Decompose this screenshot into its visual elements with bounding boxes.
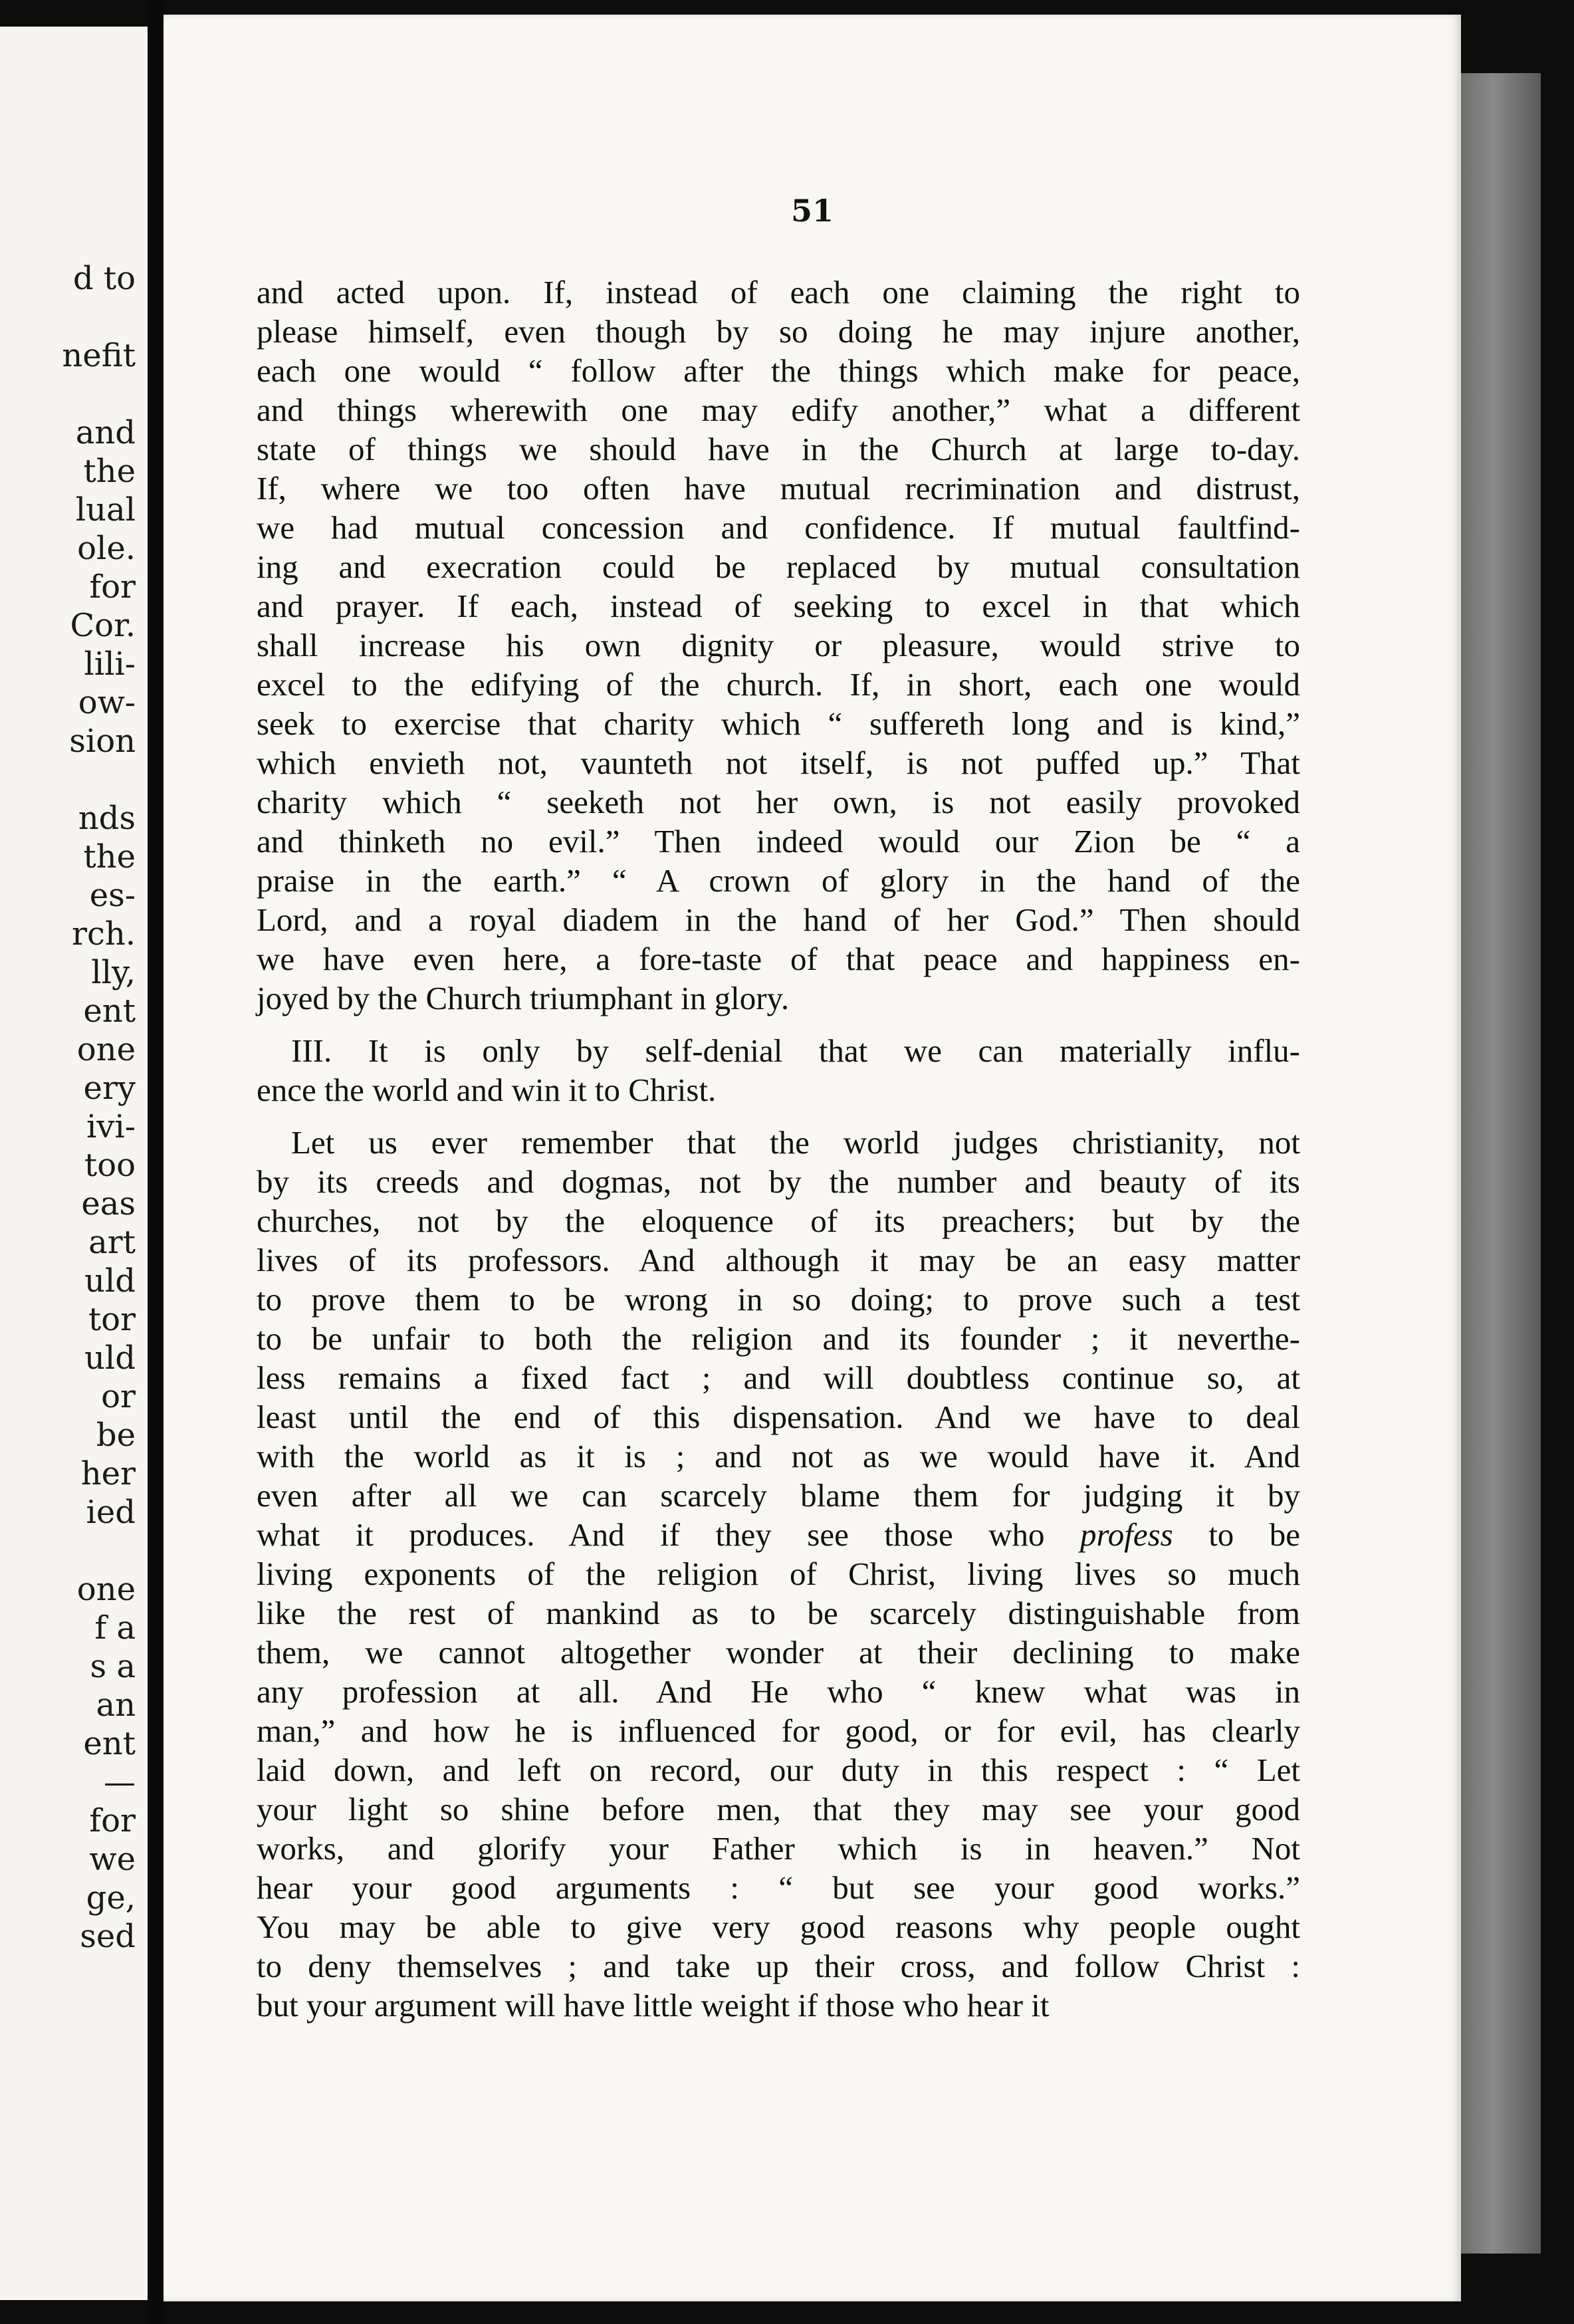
book-page [164,15,1461,2301]
text-line: to be unfair to both the religion and its founder ; it neverthe- [257,1320,1300,1357]
fragment-line: ent [83,1725,136,1762]
previous-page-text-edge [62,259,136,1956]
text-line: laid down, and left on record, our duty in this respect : “ Let [257,1752,1300,1788]
fragment-line: nds [78,800,136,837]
text-line: works, and glorify your Father which is in heaven.” Not [257,1830,1300,1867]
text-line: them, we cannot altogether wonder at their declining to make [257,1634,1300,1671]
fragment-line: too [84,1147,136,1184]
paragraph [257,273,1300,1018]
text-line: shall increase his own dignity or pleasure, would strive to [257,627,1300,663]
text-line: living exponents of the religion of Christ, living lives so much [257,1556,1300,1592]
text-line: to prove them to be wrong in so doing; to prove such a test [257,1281,1300,1318]
text-line: least until the end of this dispensation. And we have to deal [257,1399,1300,1435]
fragment-line: lly, [91,954,136,991]
fragment-line: — [104,1764,136,1801]
emphasis-word: profess [1079,1516,1173,1553]
fragment-line: ent [83,992,136,1030]
text-line: please himself, even though by so doing he may injure another, [257,313,1300,350]
text-line: each one would “ follow after the things which make for peace, [257,352,1300,389]
text-line: man,” and how he is influenced for good, or for evil, has clearly [257,1712,1300,1749]
fragment-line: lili- [84,645,136,683]
fragment-line: f a [94,1609,136,1647]
text-line: your light so shine before men, that they may see your good [257,1791,1300,1827]
text-line: You may be able to give very good reasons why people ought [257,1909,1300,1945]
text-line: ence the world and win it to Christ. [257,1072,717,1108]
text-line: less remains a fixed fact ; and will doubtless continue so, at [257,1359,1300,1396]
fragment-line: an [96,1686,136,1724]
fragment-line: ow- [78,684,136,721]
text-line: like the rest of mankind as to be scarcely distinguishable from [257,1595,1300,1631]
fragment-line: one [76,1031,136,1068]
fragment-line: one [76,1571,136,1608]
text-line: by its creeds and dogmas, not by the number and beauty of its [257,1163,1300,1200]
fragment-line: ery [83,1070,136,1107]
text-line: any profession at all. And He who “ knew what was in [257,1673,1300,1710]
fragment-line: lual [75,491,136,528]
text-line: If, where we too often have mutual recrimination and distrust, [257,470,1300,507]
fragment-line: for [89,568,136,606]
scan-border [1541,0,1574,2324]
text-line: excel to the edifying of the church. If, in short, each one would [257,666,1300,703]
page-number: 51 [790,193,834,229]
fragment-line: nefit [62,337,136,374]
fragment-line: s a [90,1648,136,1685]
text-line: praise in the earth.” “ A crown of glory in the hand of the [257,862,1300,899]
fragment-line: the [83,453,136,490]
text-line: and prayer. If each, instead of seeking to excel in that which [257,588,1300,624]
fragment-line: d to [72,260,136,297]
fragment-line: for [89,1802,136,1839]
text-line: we have even here, a fore-taste of that peace and happiness en- [257,941,1300,977]
text-line: even after all we can scarcely blame them for judging it by [257,1477,1300,1514]
text-line: to deny themselves ; and take up their cross, and follow Christ : [257,1948,1300,1984]
fragment-line: eas [81,1185,136,1222]
fragment-line: ied [86,1494,136,1531]
text-line: and thinketh no evil.” Then indeed would our Zion be “ a [257,823,1300,860]
text-line: seek to exercise that charity which “ suffereth long and is kind,” [257,705,1300,742]
fragment-line: or [101,1378,136,1415]
text-line: Lord, and a royal diadem in the hand of her God.” Then should [257,901,1300,938]
text-line: charity which “ seeketh not her own, is not easily provoked [257,784,1300,820]
book-gutter [148,0,164,2324]
fragment-line: the [83,838,136,875]
fragment-line: sion [69,723,136,760]
fragment-line: tor [88,1301,136,1338]
text-line: churches, not by the eloquence of its preachers; but by the [257,1203,1300,1239]
fragment-line: sed [80,1918,136,1955]
text-line: III. It is only by self-denial that we can materially influ- [291,1032,1300,1069]
text-line: what it produces. And if they see those who profess to be [257,1516,1301,1553]
fragment-line: uld [84,1262,136,1300]
fragment-line: rch. [72,915,136,953]
text-line: which envieth not, vaunteth not itself, is not puffed up.” That [257,745,1300,781]
fragment-line: be [96,1417,136,1454]
text-line: and things wherewith one may edify another,” what a different [257,392,1300,428]
fragment-line: and [75,414,136,451]
fragment-line: es- [89,877,136,914]
fragment-line: uld [84,1339,136,1377]
text-line: ing and execration could be replaced by mutual consultation [257,548,1300,585]
text-line: lives of its professors. And although it may be an easy matter [257,1242,1300,1278]
paragraph [257,1031,1300,1109]
fragment-line: her [80,1455,136,1492]
text-line: Let us ever remember that the world judges christianity, not [291,1124,1300,1161]
text-line: state of things we should have in the Church at large to-day. [257,431,1300,467]
fragment-line: Cor. [70,607,136,644]
fragment-line: ivi- [86,1108,136,1145]
page-body-text [257,273,1300,2025]
text-line: and acted upon. If, instead of each one claiming the right to [257,274,1300,310]
text-line: hear your good arguments : “ but see your good works.” [257,1869,1300,1906]
fragment-line: art [88,1224,136,1261]
page-stack-edge [1461,73,1541,2254]
text-line: with the world as it is ; and not as we would have it. And [257,1438,1300,1474]
paragraph [257,1123,1300,2025]
fragment-line: we [89,1841,136,1878]
text-line: but your argument will have little weight if those who hear it [257,1987,1050,2024]
text-line: joyed by the Church triumphant in glory. [257,980,790,1016]
fragment-line: ole. [77,530,136,567]
fragment-line: ge, [86,1879,136,1917]
previous-page-fragment [0,27,148,2300]
text-line: we had mutual concession and confidence. If mutual faultfind- [257,509,1300,546]
